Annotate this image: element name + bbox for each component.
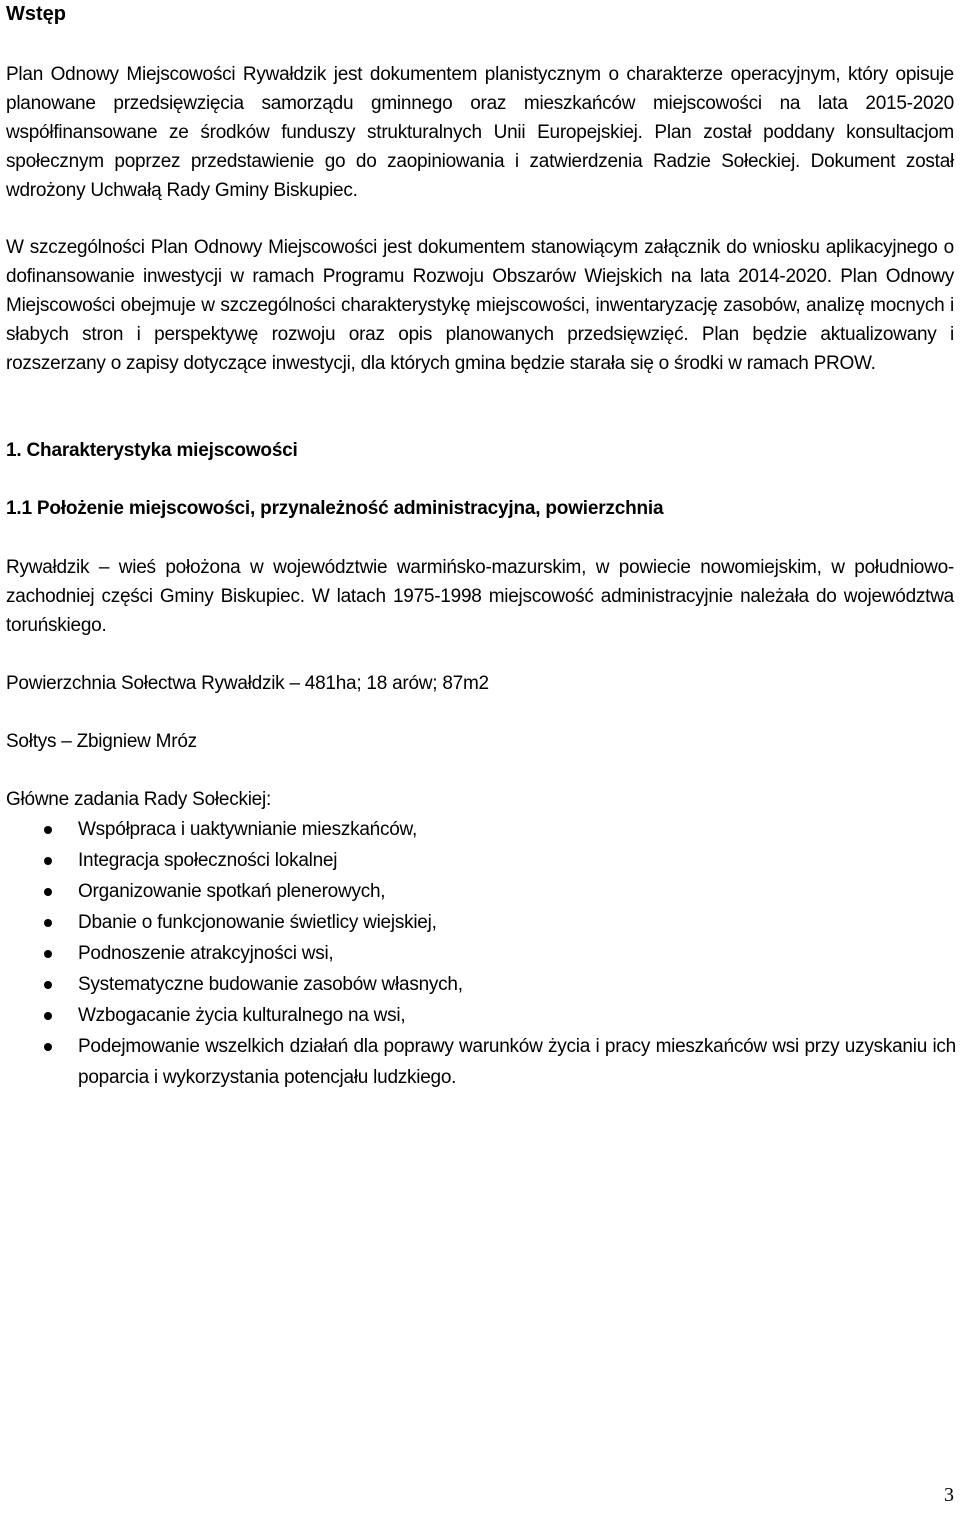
- intro-paragraph-1: Plan Odnowy Miejscowości Rywałdzik jest dokumentem planistycznym o charakterze operacyjnym, który opisuje planowane przedsięwzięcia samorządu gminnego oraz mieszkańców miejscowości na lata 2015-2020 współfinansowane ze środków funduszy strukturalnych Unii Europejskiej. Plan został poddany konsultacjom społecznym poprzez przedstawienie go do zaopiniowania i zatwierdzenia Radzie Sołeckiej. Dokument został wdrożony Uchwałą Rady Gminy Biskupiec.: [6, 64, 954, 201]
- bullet-icon: [44, 950, 52, 958]
- page-title: Wstęp: [6, 3, 66, 25]
- bullet-icon: [44, 1012, 52, 1020]
- list-item: [6, 1000, 956, 1031]
- soltys-line: Sołtys – Zbigniew Mróz: [6, 731, 197, 752]
- page-number: 3: [944, 1484, 954, 1506]
- bullet-icon: [44, 1043, 52, 1051]
- list-item: [6, 814, 956, 845]
- list-item-text: Podnoszenie atrakcyjności wsi,: [78, 943, 334, 964]
- bullet-icon: [44, 826, 52, 834]
- area-line: Powierzchnia Sołectwa Rywałdzik – 481ha; 18 arów; 87m2: [6, 673, 489, 694]
- list-item-text: Wzbogacanie życia kulturalnego na wsi,: [78, 1005, 406, 1026]
- section-1-heading: 1. Charakterystyka miejscowości: [6, 440, 298, 461]
- list-item: [6, 907, 956, 938]
- bullet-icon: [44, 857, 52, 865]
- list-item: [6, 938, 956, 969]
- list-item-text: Współpraca i uaktywnianie mieszkańców,: [78, 819, 417, 840]
- list-item: [6, 845, 956, 876]
- tasks-label: Główne zadania Rady Sołeckiej:: [6, 789, 271, 810]
- intro-paragraph-2: W szczególności Plan Odnowy Miejscowości jest dokumentem stanowiącym załącznik do wniosku aplikacyjnego o dofinansowanie inwestycji w ramach Programu Rozwoju Obszarów Wiejskich na lata 2014-2020. Plan Odnowy Miejscowości obejmuje w szczególności charakterystykę miejscowości, inwentaryzację zasobów, analizę mocnych i słabych stron i perspektywę rozwoju oraz opis planowanych przedsięwzięć. Plan będzie aktualizowany i rozszerzany o zapisy dotyczące inwestycji, dla których gmina będzie starała się o środki w ramach PROW.: [6, 237, 954, 374]
- list-item-text: Systematyczne budowanie zasobów własnych,: [78, 974, 463, 995]
- tasks-list: [6, 814, 956, 1093]
- list-item-text: Organizowanie spotkań plenerowych,: [78, 881, 386, 902]
- list-item: [6, 876, 956, 907]
- list-item-text: Integracja społeczności lokalnej: [78, 850, 338, 871]
- list-item-text: Podejmowanie wszelkich działań dla poprawy warunków życia i pracy mieszkańców wsi przy uzyskaniu ich poparcia i wykorzystania potencjału ludzkiego.: [78, 1036, 956, 1088]
- bullet-icon: [44, 919, 52, 927]
- bullet-icon: [44, 888, 52, 896]
- list-item: [6, 969, 956, 1000]
- section-1-1-heading: 1.1 Położenie miejscowości, przynależność administracyjna, powierzchnia: [6, 498, 664, 519]
- bullet-icon: [44, 981, 52, 989]
- list-item-text: Dbanie o funkcjonowanie świetlicy wiejskiej,: [78, 912, 437, 933]
- location-paragraph: Rywałdzik – wieś położona w województwie warmińsko-mazurskim, w powiecie nowomiejskim, w południowo-zachodniej części Gminy Biskupiec. W latach 1975-1998 miejscowość administracyjnie należała do województwa toruńskiego.: [6, 557, 954, 636]
- list-item: [6, 1031, 956, 1093]
